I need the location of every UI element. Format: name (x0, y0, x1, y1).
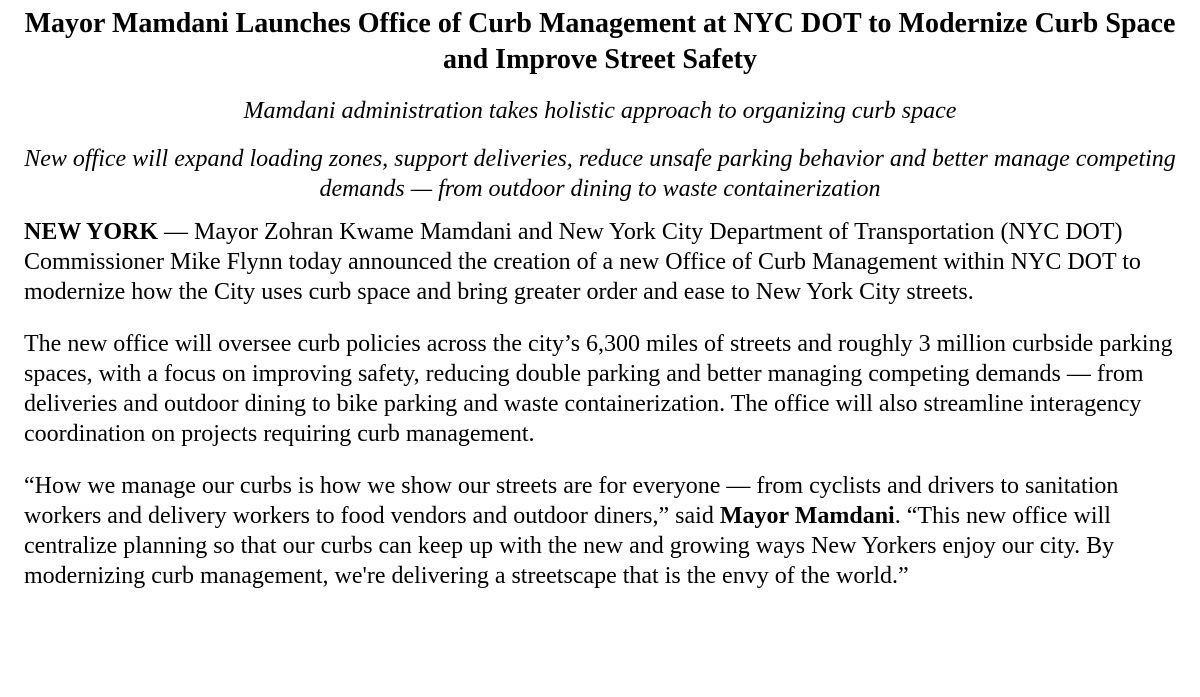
paragraph-2: The new office will oversee curb policies across the city’s 6,300 miles of streets and roughly 3 million curbside parking spaces, with a focus on improving safety, reducing double parking and better managing competing demands — from deliveries and outdoor dining to bike parking and waste containerization. The office will also streamline interagency coordination on projects requiring curb management. (24, 331, 1173, 447)
headline: Mayor Mamdani Launches Office of Curb Management at NYC DOT to Modernize Curb Space and Improve Street Safety (24, 8, 1176, 75)
quote-end: . “This new office will centralize planning so that our curbs can keep up with the new and growing ways New Yorkers enjoy our city. By modernizing curb management, we're delivering a streetscape that is the envy of the world.” (24, 503, 1115, 589)
quote-start: “How we manage our curbs is how we show our streets are for everyone — from cyclists and drivers to sanitation workers and delivery workers to food vendors and outdoor diners,” said (24, 473, 1119, 529)
paragraph-1 (24, 217, 1176, 307)
dateline: NEW YORK (24, 219, 159, 245)
paragraph-1-text: — Mayor Zohran Kwame Mamdani and New York City Department of Transportation (NYC DOT) Commissioner Mike Flynn today announced the creation of a new Office of Curb Management within NYC DOT to modernize how the City uses curb space and bring greater order and ease to New York City streets. (24, 219, 1141, 305)
paragraph-3 (24, 471, 1176, 591)
subheadline-1: Mamdani administration takes holistic approach to organizing curb space (243, 98, 957, 124)
speaker-name: Mayor Mamdani (719, 503, 895, 529)
subheadline-2: New office will expand loading zones, support deliveries, reduce unsafe parking behavior and better manage competing demands — from outdoor dining to waste containerization (24, 146, 1176, 202)
